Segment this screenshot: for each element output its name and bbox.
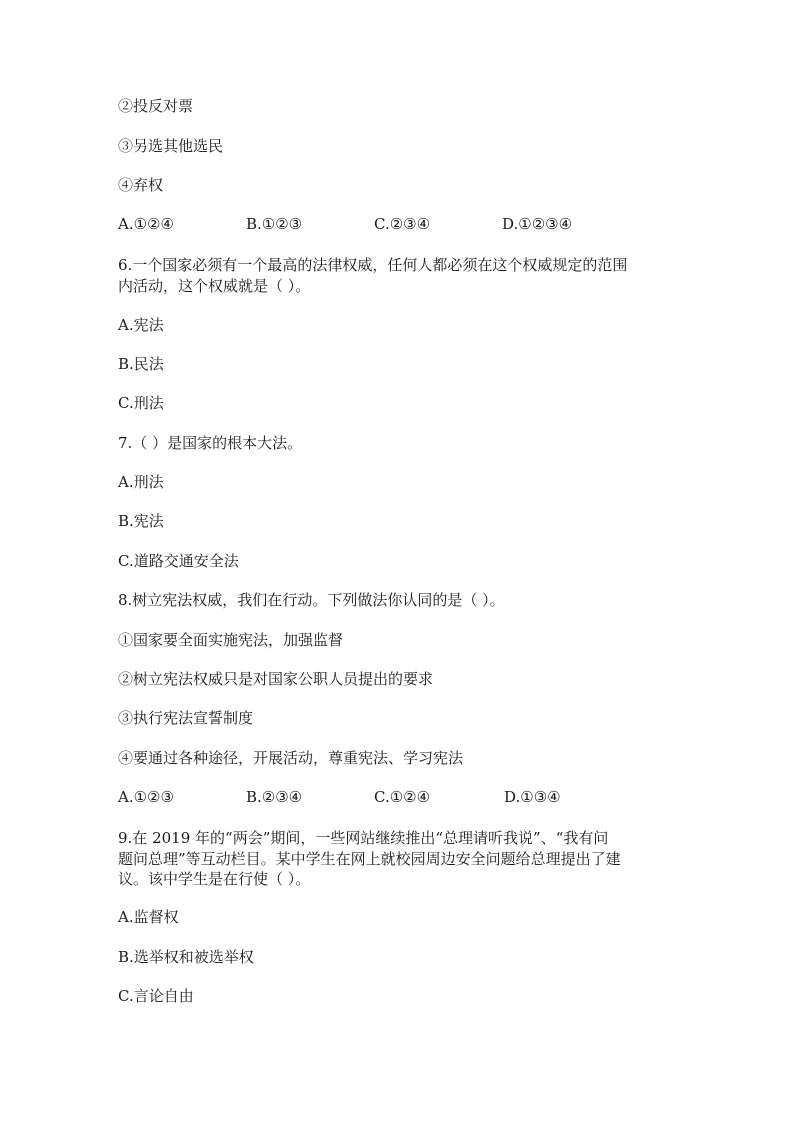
q5-item-2: ②投反对票 [118, 97, 194, 115]
q5-option-a: A.①②④ [118, 215, 174, 233]
q6-stem-line1: 6.一个国家必须有一个最高的法律权威，任何人都必须在这个权威规定的范围 [118, 256, 628, 274]
q5-option-c: C.②③④ [374, 215, 431, 233]
q6-option-b: B.民法 [118, 355, 164, 373]
q7-option-c: C.道路交通安全法 [118, 552, 239, 570]
q8-item-3: ③执行宪法宣誓制度 [118, 709, 254, 727]
q7-option-b: B.宪法 [118, 512, 164, 530]
q8-option-a: A.①②③ [118, 788, 174, 806]
q5-item-3: ③另选其他选民 [118, 137, 224, 155]
q8-item-1: ①国家要全面实施宪法，加强监督 [118, 631, 344, 649]
q5-item-4: ④弃权 [118, 176, 164, 194]
q6-option-c: C.刑法 [118, 394, 164, 412]
q8-item-4: ④要通过各种途径，开展活动，尊重宪法、学习宪法 [118, 749, 464, 767]
q8-item-2: ②树立宪法权威只是对国家公职人员提出的要求 [118, 670, 434, 688]
q9-stem-line3: 议。该中学生是在行使（ ）。 [118, 870, 311, 888]
q7-stem: 7.（ ）是国家的根本大法。 [118, 434, 303, 452]
q9-option-c: C.言论自由 [118, 987, 194, 1005]
q8-option-d: D.①③④ [504, 788, 561, 806]
q8-option-c: C.①②④ [374, 788, 431, 806]
q5-option-d: D.①②③④ [502, 215, 573, 233]
q6-stem-line2: 内活动，这个权威就是（ ）。 [118, 277, 311, 295]
q7-option-a: A.刑法 [118, 473, 164, 491]
q9-stem-line2: 题问总理”等互动栏目。某中学生在网上就校园周边安全问题给总理提出了建 [118, 850, 621, 868]
q8-stem: 8.树立宪法权威，我们在行动。下列做法你认同的是（ ）。 [118, 591, 505, 609]
q9-option-b: B.选举权和被选举权 [118, 948, 254, 966]
q9-option-a: A.监督权 [118, 908, 179, 926]
q9-stem-line1: 9.在 2019 年的“两会”期间，一些网站继续推出“总理请听我说”、“我有问 [118, 829, 609, 847]
q8-option-b: B.②③④ [246, 788, 303, 806]
q5-option-b: B.①②③ [246, 215, 303, 233]
q6-option-a: A.宪法 [118, 316, 164, 334]
